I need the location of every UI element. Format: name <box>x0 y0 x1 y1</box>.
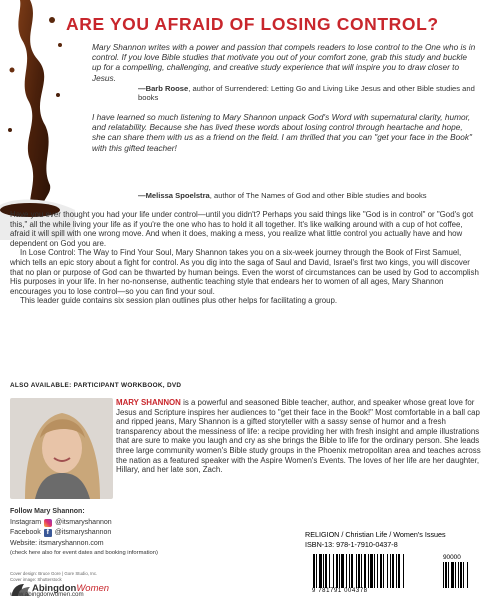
instagram-row[interactable] <box>10 518 270 529</box>
facebook-row[interactable] <box>10 528 270 539</box>
author-photo <box>10 398 113 499</box>
instagram-icon <box>44 519 52 527</box>
coffee-splash-image <box>0 0 75 240</box>
author-name: MARY SHANNON <box>116 398 181 407</box>
isbn: ISBN-13: 978-1-7910-0437-8 <box>305 540 398 549</box>
book-category: RELIGION / Christian Life / Women's Issues <box>305 530 446 539</box>
publisher-suffix: Women <box>76 583 110 594</box>
author-bio-text: is a powerful and seasoned Bible teacher, author, and speaker whose great love for Jesus and Scripture inspires her audiences to "get their face in the Book!" Most comfortable in a ball cap and ripped jeans, Mary Shannon is a gifted storyteller with a sassy sense of humor and a fresh transparency about the messiness of life: a recipe providing her with fresh insight and ample illustrations that are sure to make you laugh and cry as she brings the Bible to life for the ordinary person. She leads three large community women's Bible study groups in the Phoenix metropolitan area and teaches across the nation as a featured speaker with the Aspire Women's Events. The loves of her life are her daughter, Hillary, and her late son, Zach. <box>116 398 481 475</box>
category-isbn-box <box>305 530 480 550</box>
facebook-icon: f <box>44 529 52 537</box>
endorser-credit-1: , author of Surrendered: Letting Go and Living Like Jesus and other Bible studies and books <box>138 84 475 103</box>
barcode-number: 9 781791 004378 <box>312 588 368 594</box>
price-code: 90000 <box>443 554 461 561</box>
publisher-main: Abingdon <box>32 583 77 594</box>
follow-section <box>10 507 270 557</box>
description-paragraph-2: In Lose Control: The Way to Find Your Soul, Mary Shannon takes you on a six-week journey through the Book of First Samuel, which tells an epic story about a fight for control. As you dig into the saga of Saul and David, Israel's first two kings, you will discover that no plan or purpose of God can be thwarted by human beings. Even the worst of circumstances can be used by God to accomplish His purposes in your life. In her no-nonsense, authentic teaching style that endears her to women of all ages, Mary Shannon encourages you to lose control—so you can find your soul. <box>10 248 479 296</box>
instagram-handle[interactable]: @itsmaryshannon <box>55 518 112 526</box>
facebook-label: Facebook <box>10 529 41 536</box>
instagram-label: Instagram <box>10 518 42 526</box>
follow-heading: Follow Mary Shannon: <box>10 508 85 515</box>
also-available: ALSO AVAILABLE: PARTICIPANT WORKBOOK, DVD <box>10 382 182 389</box>
endorser-name-1: —Barb Roose <box>138 84 189 93</box>
endorsement-attribution-2 <box>138 191 478 200</box>
publisher-website[interactable]: www.abingdonwomen.com <box>10 591 84 598</box>
description-paragraph-3: This leader guide contains six session plan outlines plus other helps for facilitating a group. <box>20 296 338 306</box>
headline: ARE YOU AFRAID OF LOSING CONTROL? <box>66 14 439 34</box>
endorsement-quote-1: Mary Shannon writes with a power and passion that compels readers to lose control to the One who is in control. If you love Bible studies that motivate you out of your comfort zone, grab this study and buckle up for a compelling, challenging, and creative study experience that will inspire you to draw closer to Jesus. <box>92 42 476 83</box>
website-link[interactable]: Website: itsmaryshannon.com <box>10 539 104 547</box>
cover-image-credit: Cover image: Shutterstock <box>10 577 62 582</box>
website-note: (check here also for event dates and booking information) <box>10 550 158 556</box>
endorsement-quote-2: I have learned so much listening to Mary Shannon unpack God's Word with supernatural clarity, humor, and relatability. Because she has lived these words about losing control through heartache and hope, she can share them with us as a friend on the field. I am thrilled that you can "get your face in the Book" with this gifted teacher! <box>92 112 472 153</box>
cover-design-credit: Cover design: Bruce Gore | Gore Studio, Inc. <box>10 571 98 576</box>
endorser-credit-2: , author of The Names of God and other Bible studies and books <box>209 191 427 200</box>
book-description <box>10 210 482 306</box>
endorsement-attribution-1 <box>138 84 478 103</box>
endorser-name-2: —Melissa Spoelstra <box>138 191 210 200</box>
description-paragraph-1: Have you ever thought you had your life under control—until you didn't? Perhaps you said things like "God is in control" or "God's got this," all the while living your life as if you're the one who has to hold it all together. It's like walking around with a cup of hot coffee, afraid it will spill with one wrong move. And when it does, making a mess, you realize what little control you actually have and how dependent on God you are. <box>10 210 474 248</box>
facebook-handle[interactable]: @itsmaryshannon <box>54 529 112 536</box>
